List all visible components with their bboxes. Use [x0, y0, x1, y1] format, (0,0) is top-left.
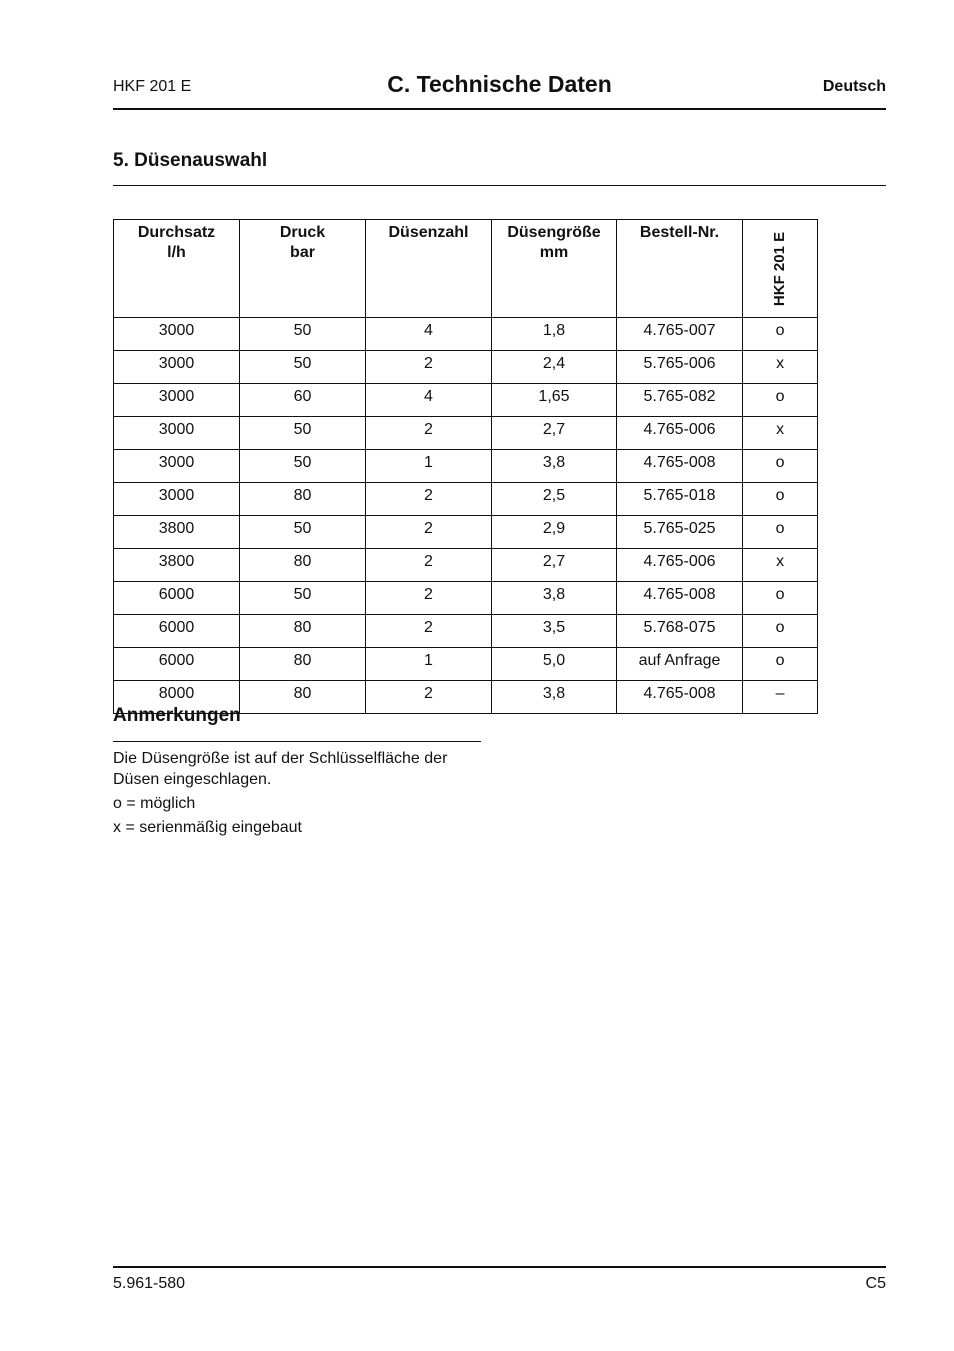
- table-body: [114, 318, 818, 714]
- table-cell: 2: [366, 615, 492, 648]
- table-cell: 5.765-082: [617, 384, 743, 417]
- header-line: Düsengröße: [507, 224, 601, 241]
- table-row: [114, 483, 818, 516]
- table-cell: 2: [366, 681, 492, 714]
- table-cell: 2: [366, 417, 492, 450]
- column-header-duesenzahl: [366, 220, 492, 318]
- table-cell: 3,5: [492, 615, 617, 648]
- table-row: [114, 351, 818, 384]
- table-cell: x: [743, 417, 818, 450]
- table-cell: 2: [366, 549, 492, 582]
- table-cell: 3000: [114, 318, 240, 351]
- note-legend-standard: x = serienmäßig eingebaut: [113, 819, 302, 836]
- table-cell: 2,4: [492, 351, 617, 384]
- table-cell: 2: [366, 351, 492, 384]
- table-cell: x: [743, 549, 818, 582]
- table-cell: 4: [366, 318, 492, 351]
- table-cell: 50: [240, 450, 366, 483]
- table-row: [114, 549, 818, 582]
- table-cell: 80: [240, 483, 366, 516]
- nozzle-selection-table: [113, 219, 818, 714]
- document-number: 5.961-580: [113, 1275, 186, 1292]
- page-header: [113, 68, 886, 110]
- page-title: C. Technische Daten: [387, 71, 612, 97]
- table-cell: 3,8: [492, 450, 617, 483]
- table-cell: 50: [240, 318, 366, 351]
- table-cell: 50: [240, 351, 366, 384]
- header-language: Deutsch: [822, 78, 886, 95]
- page-number: C5: [865, 1275, 886, 1292]
- table-cell: 2,5: [492, 483, 617, 516]
- table-cell: 5.768-075: [617, 615, 743, 648]
- table-cell: 4.765-008: [617, 582, 743, 615]
- table-cell: 4.765-006: [617, 417, 743, 450]
- table-cell: 3,8: [492, 681, 617, 714]
- header-unit: l/h: [167, 244, 186, 261]
- table-cell: 3800: [114, 549, 240, 582]
- header-model: HKF 201 E: [113, 78, 192, 95]
- table-cell: 80: [240, 549, 366, 582]
- table-cell: x: [743, 351, 818, 384]
- table-row: [114, 318, 818, 351]
- header-unit: mm: [539, 244, 569, 261]
- notes-body: [113, 748, 493, 841]
- table-header-row: [114, 220, 818, 318]
- table-cell: 60: [240, 384, 366, 417]
- table-cell: 8000: [114, 681, 240, 714]
- table-cell: 5.765-025: [617, 516, 743, 549]
- table-cell: o: [743, 648, 818, 681]
- table-cell: 80: [240, 648, 366, 681]
- header-line: Bestell-Nr.: [639, 224, 720, 241]
- table-cell: 2,7: [492, 417, 617, 450]
- table-cell: 3,8: [492, 582, 617, 615]
- table-row: [114, 384, 818, 417]
- table-cell: 80: [240, 681, 366, 714]
- table-cell: –: [743, 681, 818, 714]
- table-row: [114, 648, 818, 681]
- column-header-duesengroesse: [492, 220, 617, 318]
- table-cell: 2: [366, 516, 492, 549]
- table-cell: 2: [366, 582, 492, 615]
- table-cell: o: [743, 516, 818, 549]
- table-cell: 5,0: [492, 648, 617, 681]
- table-cell: 3800: [114, 516, 240, 549]
- page-footer: [113, 1266, 886, 1292]
- table-cell: o: [743, 582, 818, 615]
- table-cell: 2,7: [492, 549, 617, 582]
- table-cell: 4.765-008: [617, 450, 743, 483]
- header-line: Düsenzahl: [388, 224, 469, 241]
- table-cell: 4.765-008: [617, 681, 743, 714]
- table-cell: 50: [240, 417, 366, 450]
- table-cell: 1,65: [492, 384, 617, 417]
- note-size-marking: Die Düsengröße ist auf der Schlüsselfläche der Düsen eingeschlagen.: [113, 750, 448, 788]
- table-cell: 1: [366, 648, 492, 681]
- column-header-durchsatz: [114, 220, 240, 318]
- table-row: [114, 615, 818, 648]
- table-cell: 1: [366, 450, 492, 483]
- table-cell: o: [743, 318, 818, 351]
- table-cell: 4.765-007: [617, 318, 743, 351]
- table-row: [114, 516, 818, 549]
- table-cell: o: [743, 450, 818, 483]
- notes-title: Anmerkungen: [113, 705, 241, 726]
- section-divider: [113, 185, 886, 186]
- table-cell: auf Anfrage: [617, 648, 743, 681]
- header-unit: bar: [290, 244, 315, 261]
- rotated-header-label: HKF 201 E: [771, 231, 789, 306]
- column-header-bestell-nr: [617, 220, 743, 318]
- notes-divider: [113, 741, 481, 742]
- table-cell: o: [743, 615, 818, 648]
- header-line: Druck: [279, 224, 326, 241]
- table-cell: 50: [240, 582, 366, 615]
- table-cell: 2,9: [492, 516, 617, 549]
- table-cell: o: [743, 384, 818, 417]
- table-row: [114, 582, 818, 615]
- table-row: [114, 450, 818, 483]
- note-legend-possible: o = möglich: [113, 795, 196, 812]
- column-header-model: [743, 220, 818, 318]
- table-cell: 4: [366, 384, 492, 417]
- table-cell: 3000: [114, 417, 240, 450]
- table-cell: 4.765-006: [617, 549, 743, 582]
- table-cell: 2: [366, 483, 492, 516]
- table-row: [114, 417, 818, 450]
- table-cell: 6000: [114, 648, 240, 681]
- column-header-druck: [240, 220, 366, 318]
- table-cell: 6000: [114, 615, 240, 648]
- table-cell: 3000: [114, 351, 240, 384]
- table-cell: 5.765-006: [617, 351, 743, 384]
- table-cell: 6000: [114, 582, 240, 615]
- table-cell: 50: [240, 516, 366, 549]
- table-cell: 5.765-018: [617, 483, 743, 516]
- table-cell: 3000: [114, 450, 240, 483]
- table-cell: o: [743, 483, 818, 516]
- header-line: Durchsatz: [137, 224, 216, 241]
- table-cell: 80: [240, 615, 366, 648]
- section-title: 5. Düsenauswahl: [113, 150, 268, 171]
- table-cell: 1,8: [492, 318, 617, 351]
- table-cell: 3000: [114, 483, 240, 516]
- table-cell: 3000: [114, 384, 240, 417]
